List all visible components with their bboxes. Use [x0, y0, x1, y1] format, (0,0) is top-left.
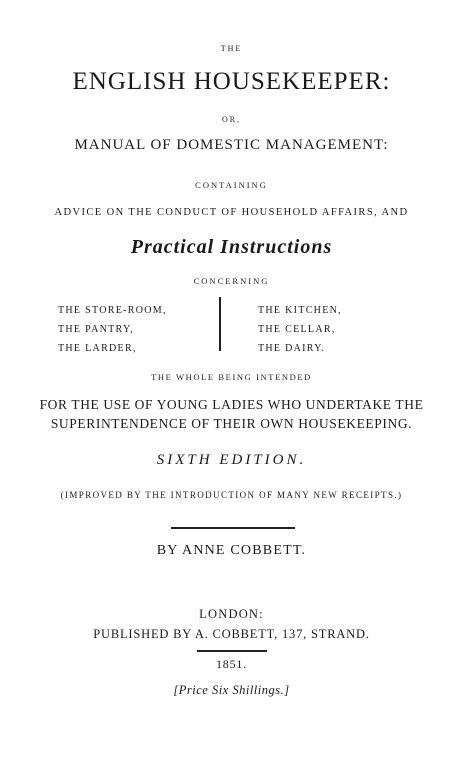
short-divider-rule — [197, 650, 267, 652]
containing-label: CONTAINING — [195, 180, 268, 190]
year-line: 1851. — [216, 657, 247, 671]
edition-label: SIXTH EDITION. — [156, 452, 307, 468]
for-use-line-2: SUPERINTENDENCE OF THEIR OWN HOUSEKEEPING. — [50, 416, 413, 431]
book-subtitle: MANUAL OF DOMESTIC MANAGEMENT: — [74, 137, 389, 153]
price-line: [Price Six Shillings.] — [173, 683, 290, 697]
rooms-left-column — [58, 301, 167, 358]
the-label: THE — [220, 44, 243, 53]
divider-rule — [171, 527, 295, 529]
book-title: ENGLISH HOUSEKEEPER: — [72, 68, 391, 95]
practical-instructions-heading: Practical Instructions — [130, 236, 333, 258]
room-item: THE STORE-ROOM, — [58, 305, 167, 316]
author-line: BY ANNE COBBETT. — [156, 543, 307, 558]
for-use-text — [0, 395, 463, 433]
room-item: THE KITCHEN, — [258, 305, 342, 316]
place-line: LONDON: — [199, 607, 264, 621]
advice-line: ADVICE ON THE CONDUCT OF HOUSEHOLD AFFAIRS, AND — [54, 207, 409, 218]
concerning-label: CONCERNING — [193, 276, 270, 286]
room-item: THE LARDER, — [58, 343, 137, 354]
publisher-line: PUBLISHED BY A. COBBETT, 137, STRAND. — [93, 627, 370, 641]
column-divider — [219, 297, 221, 351]
room-item: THE PANTRY, — [58, 324, 134, 335]
room-item: THE CELLAR, — [258, 324, 336, 335]
or-label: OR, — [221, 115, 242, 124]
room-item: THE DAIRY. — [258, 343, 326, 354]
whole-intended-line: THE WHOLE BEING INTENDED — [151, 372, 312, 382]
for-use-line-1: FOR THE USE OF YOUNG LADIES WHO UNDERTAKE THE — [39, 397, 424, 412]
rooms-right-column — [258, 301, 342, 358]
improved-note: (IMPROVED BY THE INTRODUCTION OF MANY NEW RECEIPTS.) — [60, 490, 403, 500]
